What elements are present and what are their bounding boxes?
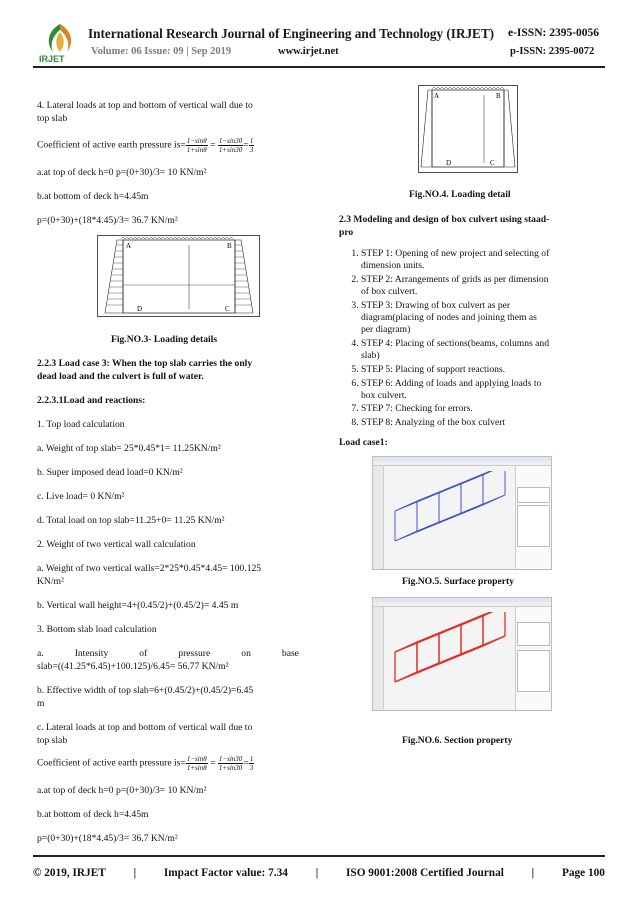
label-a: A	[126, 242, 132, 250]
step-item	[361, 417, 623, 429]
coef-equation-2: Coefficient of active earth pressure is= $\frac{1-\sin\theta}{1+\sin\theta}$ = $\frac{1-\sin 30}{1+\sin 30}$ = $\frac{1}{3}$	[37, 755, 254, 772]
label-d: D	[446, 159, 452, 167]
deck-top-2: a.at top of deck h=0 p=(0+30)/3= 10 KN/m²	[37, 785, 207, 796]
step-text: STEP 2: Arrangements of grids as per dimension	[361, 273, 549, 285]
deck-top: a.at top of deck h=0 p=(0+30)/3= 10 KN/m²	[37, 167, 207, 178]
fig3-caption: Fig.NO.3- Loading details	[111, 334, 218, 345]
footer-copyright: © 2019, IRJET	[33, 867, 106, 879]
fig5-caption: Fig.NO.5. Surface property	[402, 576, 515, 587]
step-item	[361, 274, 623, 298]
label-a: A	[434, 92, 440, 100]
wall-weight-1: a. Weight of two vertical walls=2*25*0.45*4.45= 100.125	[37, 563, 262, 574]
bottom-slab-calc: 3. Bottom slab load calculation	[37, 624, 157, 635]
fraction: $\frac{1}{3}$	[249, 137, 254, 154]
step-item	[361, 248, 623, 272]
step-text: slab)	[361, 350, 380, 362]
journal-title: International Research Journal of Engineering and Technology (IRJET)	[88, 26, 495, 41]
step-text: STEP 7: Checking for errors.	[361, 403, 473, 415]
header-rule	[33, 66, 605, 68]
staad-screenshot-surface	[372, 456, 552, 570]
step-text: STEP 3: Drawing of box culvert as per	[361, 299, 511, 311]
deck-bottom: b.at bottom of deck h=4.45m	[37, 191, 149, 202]
step-text: STEP 1: Opening of new project and selecting of	[361, 248, 550, 259]
step-item	[361, 364, 623, 376]
wall-height: b. Vertical wall height=4+(0.45/2)+(0.45/2)= 4.45 m	[37, 600, 239, 611]
logo-text: IRJET	[39, 54, 65, 64]
live-load: c. Live load= 0 KN/m²	[37, 491, 125, 502]
intensity-line2: slab=((41.25*6.45)+100.125)/6.45= 56.77 KN/m²	[37, 661, 229, 672]
step-text: box culvert.	[361, 389, 407, 401]
footer-sep: |	[531, 867, 535, 879]
weight-top-slab: a. Weight of top slab= 25*0.45*1= 11.25KN/m²	[37, 443, 221, 454]
top-load-calc: 1. Top load calculation	[37, 419, 125, 430]
eissn: e-ISSN: 2395-0056	[508, 27, 600, 39]
fraction: $\frac{1-\sin\theta}{1+\sin\theta}$	[186, 137, 207, 154]
volume-issue: Volume: 06 Issue: 09 | Sep 2019	[91, 46, 232, 57]
section-23-line2: pro	[339, 227, 354, 238]
load-case-1-heading: Load case1:	[339, 437, 388, 448]
total-load: d. Total load on top slab=11.25+0= 11.25 KN/m²	[37, 515, 225, 526]
step-text: diagram(placing of nodes and joining them as	[361, 312, 537, 324]
section-223-line2: dead load and the culvert is full of water.	[37, 371, 204, 382]
label-b: B	[496, 92, 501, 100]
step-text: STEP 5: Placing of support reactions.	[361, 363, 506, 375]
lateral-c-1: c. Lateral loads at top and bottom of vertical wall due to	[37, 722, 253, 733]
deck-bottom-2: b.at bottom of deck h=4.45m	[37, 809, 149, 820]
para-lateral-1b: top slab	[37, 113, 68, 124]
coef-label: Coefficient of active earth pressure is=	[37, 139, 186, 151]
wall-calc: 2. Weight of two vertical wall calculation	[37, 539, 196, 550]
red-model-icon	[387, 612, 513, 702]
lateral-c-2: top slab	[37, 735, 68, 746]
label-b: B	[227, 242, 232, 250]
step-text: dimension units.	[361, 260, 425, 272]
pressure-eq: p=(0+30)+(18*4.45)/3= 36.7 KN/m²	[37, 215, 178, 226]
footer-sep: |	[133, 867, 137, 879]
label-c: C	[490, 159, 495, 167]
staad-screenshot-section	[372, 597, 552, 711]
fraction: $\frac{1-\sin 30}{1+\sin 30}$	[218, 137, 243, 154]
wall-weight-2: KN/m²	[37, 576, 64, 587]
fig4-caption: Fig.NO.4. Loading detail	[409, 189, 511, 200]
footer-rule	[33, 855, 605, 857]
footer-page: Page 100	[561, 867, 605, 879]
intensity-line1: a. Intensity of pressure on base	[37, 648, 299, 659]
step-text: STEP 6: Adding of loads and applying loads to	[361, 377, 542, 389]
pressure-eq-2: p=(0+30)+(18*4.45)/3= 36.7 KN/m²	[37, 833, 178, 844]
footer	[33, 867, 605, 879]
coef-equation: Coefficient of active earth pressure is= $\frac{1-\sin\theta}{1+\sin\theta}$ = $\frac{1-\sin 30}{1+\sin 30}$ = $\frac{1}{3}$	[37, 137, 254, 154]
super-imposed-load: b. Super imposed dead load=0 KN/m²	[37, 467, 183, 478]
fig6-caption: Fig.NO.6. Section property	[402, 735, 513, 746]
pissn: p-ISSN: 2395-0072	[510, 46, 595, 57]
blue-model-icon	[387, 471, 513, 561]
step-item	[361, 378, 623, 402]
eff-width-2: m	[37, 698, 45, 709]
loading-diagram-fig3	[97, 235, 260, 317]
label-c: C	[225, 305, 230, 313]
step-item	[361, 403, 623, 415]
label-d: D	[137, 305, 143, 313]
step-text: STEP 4: Placing of sections(beams, columns and	[361, 337, 550, 349]
section-223-line1: 2.2.3 Load case 3: When the top slab carries the only	[37, 358, 253, 369]
step-item	[361, 300, 623, 337]
loading-diagram-fig4	[418, 85, 518, 173]
step-text: per diagram)	[361, 324, 411, 336]
staad-steps-list	[339, 248, 623, 431]
footer-sep: |	[315, 867, 319, 879]
eff-width-1: b. Effective width of top slab=6+(0.45/2)+(0.45/2)=6.45	[37, 685, 254, 696]
footer-iso: ISO 9001:2008 Certified Journal	[346, 867, 504, 879]
step-item	[361, 338, 623, 362]
irjet-logo	[35, 20, 85, 66]
website-link[interactable]: www.irjet.net	[278, 46, 339, 57]
section-23-line1: 2.3 Modeling and design of box culvert using staad-	[339, 214, 550, 225]
step-text: of box culvert.	[361, 286, 418, 298]
step-text: STEP 8: Analyzing of the box culvert	[361, 417, 506, 429]
section-2231: 2.2.3.1Load and reactions:	[37, 395, 146, 406]
para-lateral-1: 4. Lateral loads at top and bottom of vertical wall due to	[37, 100, 253, 111]
footer-impact: Impact Factor value: 7.34	[163, 867, 288, 879]
